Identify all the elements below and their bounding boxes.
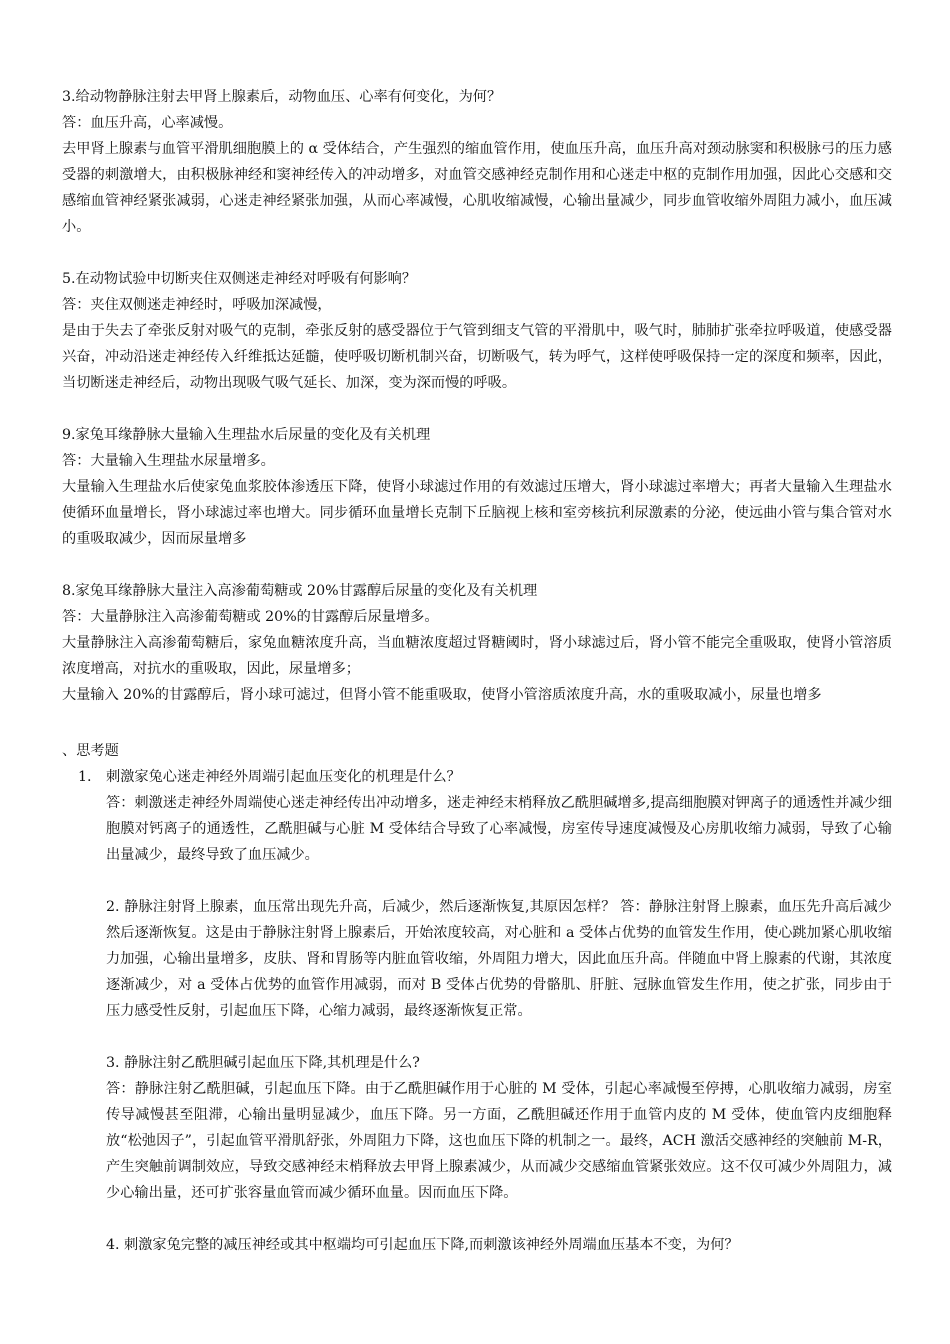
q8-explanation-glucose: 大量静脉注入高渗葡萄糖后，家兔血糖浓度升高，当血糖浓度超过肾糖阈时，肾小球滤过后，肾小管不能完全重吸取，使肾小管溶质浓度增高，对抗水的重吸取，因此，尿量增多； — [62, 635, 892, 677]
t3-answer: 答：静脉注射乙酰胆碱，引起血压下降。由于乙酰胆碱作用于心脏的 M 受体，引起心率减慢至停搏，心肌收缩力减弱，房室传导减慢甚至阻滞，心输出量明显减少，血压下降。另一方面，乙酰胆碱还作用于血管内皮的 M 受体，使血管内皮细胞释放“松弛因子”，引起血管平滑肌舒张，外周阻力下降，这也血压下降的机制之一。最终，ACH 激活交感神经的突触前 M-R，产生突触前调制效应，导致交感神经末梢释放去甲肾上腺素减少，从而减少交感缩血管紧张效应。这不仅可减少外周阻力，减少心输出量，还可扩张容量血管而减少循环血量。因而血压下降。 — [106, 1081, 892, 1201]
spacer — [62, 708, 892, 734]
list-number: 1. — [78, 769, 92, 785]
q5-answer: 答：夹住双侧迷走神经时，呼吸加深减慢， — [62, 297, 332, 313]
q8-explanation-mannitol: 大量输入 20%的甘露醇后，肾小球可滤过，但肾小管不能重吸取，使肾小管溶质浓度升高，水的重吸取减小，尿量也增多 — [62, 687, 822, 703]
q3-answer: 答：血压升高，心率减慢。 — [62, 115, 233, 131]
spacer — [62, 1024, 892, 1050]
spacer — [62, 868, 892, 894]
q8-answer: 答：大量静脉注入高渗葡萄糖或 20%的甘露醇后尿量增多。 — [62, 609, 439, 625]
t4-question: 4. 刺激家兔完整的减压神经或其中枢端均可引起血压下降,而刺激该神经外周端血压基本不变，为何？ — [106, 1237, 739, 1253]
t2-text: 2. 静脉注射肾上腺素，血压常出现先升高，后减少，然后逐渐恢复,其原因怎样？ 答：静脉注射肾上腺素，血压先升高后减少然后逐渐恢复。这是由于静脉注射肾上腺素后，开始浓度较高，对心脏和 a 受体占优势的血管发生作用，使心跳加紧心肌收缩力加强，心输出量增多，皮肤、肾和胃肠等内脏血管收缩，外周阻力增大，因此血压升高。伴随血中肾上腺素的代谢，其浓度逐渐减少，对 a 受体占优势的血管作用减弱，而对 B 受体占优势的骨骼肌、肝脏、冠脉血管发生作用，使之扩张，同步由于压力感受性反射，引起血压下降，心缩力减弱，最终逐渐恢复正常。 — [106, 899, 892, 1019]
document-page — [62, 84, 892, 1258]
q5-explanation: 是由于失去了牵张反射对吸气的克制，牵张反射的感受器位于气管到细支气管的平滑肌中，吸气时，肺肺扩张牵拉呼吸道，使感受器兴奋，冲动沿迷走神经传入纤维抵达延髓，使呼吸切断机制兴奋，切断吸气，转为呼气，这样使呼吸保持一定的深度和频率，因此，当切断迷走神经后，动物出现吸气吸气延长、加深，变为深而慢的呼吸。 — [62, 323, 892, 391]
t1-question: 刺激家兔心迷走神经外周端引起血压变化的机理是什么？ — [106, 769, 461, 785]
t1-answer: 答：刺激迷走神经外周端使心迷走神经传出冲动增多，迷走神经末梢释放乙酰胆碱增多,提高细胞膜对钾离子的通透性并减少细胞膜对钙离子的通透性，乙酰胆碱与心脏 M 受体结合导致了心率减慢，房室传导速度减慢及心房肌收缩力减弱，导致了心输出量减少，最终导致了血压减少。 — [106, 795, 892, 863]
section-heading: 、思考题 — [62, 743, 119, 759]
list-item-1 — [62, 764, 892, 790]
q9-explanation: 大量输入生理盐水后使家兔血浆胶体渗透压下降，使肾小球滤过作用的有效滤过压增大，肾小球滤过率增大；再者大量输入生理盐水使循环血量增长，肾小球滤过率也增大。同步循环血量增长克制下丘脑视上核和室旁核抗利尿激素的分泌，使远曲小管与集合管对水的重吸取减少，因而尿量增多 — [62, 479, 892, 547]
spacer — [62, 396, 892, 422]
q3-question: 3.给动物静脉注射去甲肾上腺素后，动物血压、心率有何变化，为何？ — [62, 89, 502, 105]
q3-explanation: 去甲肾上腺素与血管平滑肌细胞膜上的 α 受体结合，产生强烈的缩血管作用，使血压升高，血压升高对颈动脉窦和积极脉弓的压力感受器的刺激增大，由积极脉神经和窦神经传入的冲动增多，对血管交感神经克制作用和心迷走中枢的克制作用加强，因此心交感和交感缩血管神经紧张减弱，心迷走神经紧张加强，从而心率减慢，心肌收缩减慢，心输出量减少，同步血管收缩外周阻力减小，血压减小。 — [62, 141, 892, 235]
q9-question: 9.家兔耳缘静脉大量输入生理盐水后尿量的变化及有关机理 — [62, 427, 431, 443]
q8-question: 8.家兔耳缘静脉大量注入高渗葡萄糖或 20%甘露醇后尿量的变化及有关机理 — [62, 583, 538, 599]
spacer — [62, 552, 892, 578]
t3-question: 3. 静脉注射乙酰胆碱引起血压下降,其机理是什么? — [106, 1055, 420, 1071]
q9-answer: 答：大量输入生理盐水尿量增多。 — [62, 453, 275, 469]
q5-question: 5.在动物试验中切断夹住双侧迷走神经对呼吸有何影响？ — [62, 271, 417, 287]
spacer — [62, 240, 892, 266]
spacer — [62, 1206, 892, 1232]
